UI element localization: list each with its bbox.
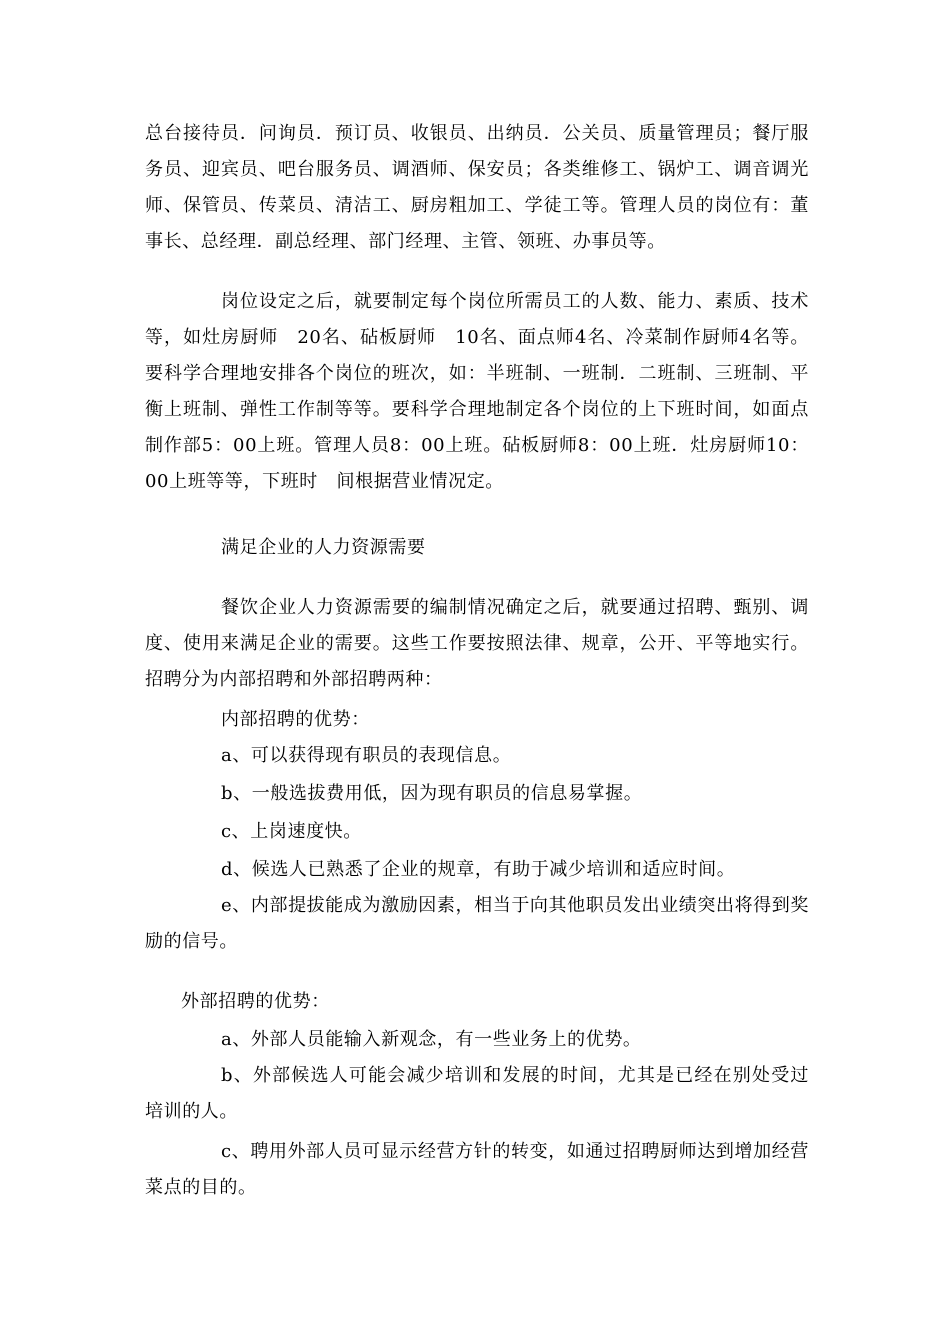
paragraph-staffing-plan: 岗位设定之后，就要制定每个岗位所需员工的人数、能力、素质、技术等，如灶房厨师 20名、砧板厨师 10名、面点师4名、冷菜制作厨师4名等。要科学合理地安排各个岗位的班次，如：半班制、一班制．二班制、三班制、平衡上班制、弹性工作制等等。要科学合理地制定各个岗位的上下班时间，如面点制作部5：00上班。管理人员8：00上班。砧板厨师8：00上班．灶房厨师10：00上班等等，下班时 间根据营业情况定。 xyxy=(145,291,809,492)
internal-advantage-a: a、可以获得现有职员的表现信息。 xyxy=(221,745,512,766)
external-advantage-b: b、外部候选人可能会减少培训和发展的时间，尤其是已经在别处受过培训的人。 xyxy=(145,1065,809,1122)
paragraph-job-positions: 总台接待员．问询员．预订员、收银员、出纳员．公关员、质量管理员；餐厅服务员、迎宾员、吧台服务员、调酒师、保安员；各类维修工、锅炉工、调音调光师、保管员、传菜员、清洁工、厨房粗加工、学徒工等。管理人员的岗位有：董事长、总经理．副总经理、部门经理、主管、领班、办事员等。 xyxy=(145,123,809,252)
paragraph-recruitment-intro: 餐饮企业人力资源需要的编制情况确定之后，就要通过招聘、甄别、调度、使用来满足企业的需要。这些工作要按照法律、规章，公开、平等地实行。招聘分为内部招聘和外部招聘两种： xyxy=(145,597,809,690)
internal-recruitment-title: 内部招聘的优势： xyxy=(221,709,370,730)
external-recruitment-title: 外部招聘的优势： xyxy=(181,991,330,1012)
internal-advantage-e: e、内部提拔能成为激励因素，相当于向其他职员发出业绩突出将得到奖励的信号。 xyxy=(145,895,809,952)
internal-advantage-b: b、一般选拔费用低，因为现有职员的信息易掌握。 xyxy=(221,783,643,804)
internal-advantage-d: d、候选人已熟悉了企业的规章，有助于减少培训和适应时间。 xyxy=(221,859,736,880)
internal-advantage-c: c、上岗速度快。 xyxy=(221,821,362,842)
section-heading: 满足企业的人力资源需要 xyxy=(221,537,426,558)
external-advantage-a: a、外部人员能输入新观念，有一些业务上的优势。 xyxy=(221,1029,642,1050)
external-advantage-c: c、聘用外部人员可显示经营方针的转变，如通过招聘厨师达到增加经营菜点的目的。 xyxy=(145,1141,809,1198)
